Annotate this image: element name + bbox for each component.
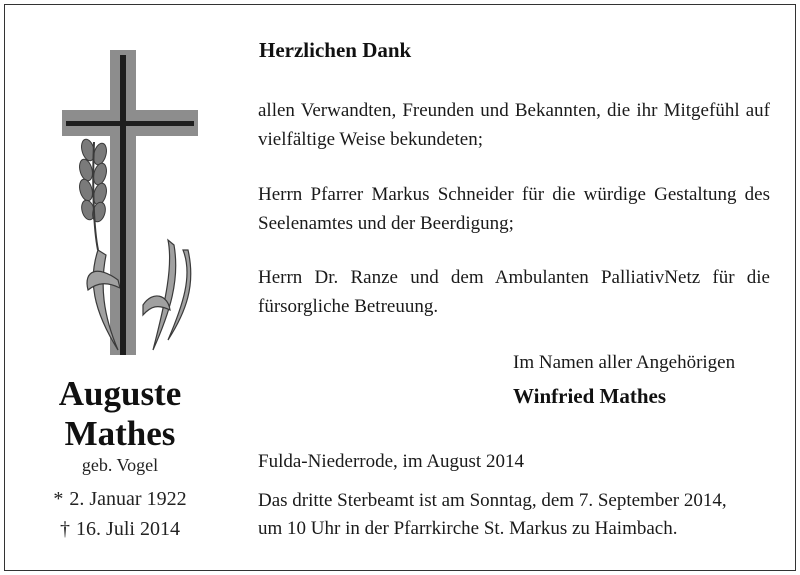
place-date: Fulda-Niederrode, im August 2014 — [258, 451, 524, 472]
on-behalf-line: Im Namen aller Angehörigen — [513, 352, 736, 373]
death-cross-icon: † — [60, 518, 71, 540]
thanks-paragraph: Herrn Pfarrer Markus Schneider für die würdige Gestaltung des Seelenamtes und der Beerdigung; — [258, 184, 770, 234]
deceased-last-name: Mathes — [64, 414, 176, 453]
birth-star-icon: * — [53, 488, 64, 510]
cross-with-wheat-icon — [58, 50, 203, 360]
birth-date: 2. Januar 1922 — [69, 488, 187, 510]
thanks-paragraph: Herrn Dr. Ranze und dem Ambulanten PalliativNetz für die fürsorgliche Betreuung. — [258, 267, 770, 317]
notice-heading: Herzlichen Dank — [259, 38, 412, 62]
mass-announcement — [258, 487, 778, 543]
birth-date-line — [30, 488, 210, 511]
deceased-first-name: Auguste — [58, 374, 182, 413]
signer-name: Winfried Mathes — [513, 384, 667, 408]
thanks-paragraph: allen Verwandten, Freunden und Bekannten, die ihr Mitgefühl auf vielfältige Weise bekundeten; — [258, 100, 770, 150]
death-date-line — [30, 518, 210, 541]
deceased-born-name: geb. Vogel — [81, 455, 159, 475]
death-date: 16. Juli 2014 — [76, 518, 180, 540]
mass-line: um 10 Uhr in der Pfarrkirche St. Markus zu Haimbach. — [258, 518, 678, 539]
mass-line: Das dritte Sterbeamt ist am Sonntag, dem 7. September 2014, — [258, 490, 727, 511]
